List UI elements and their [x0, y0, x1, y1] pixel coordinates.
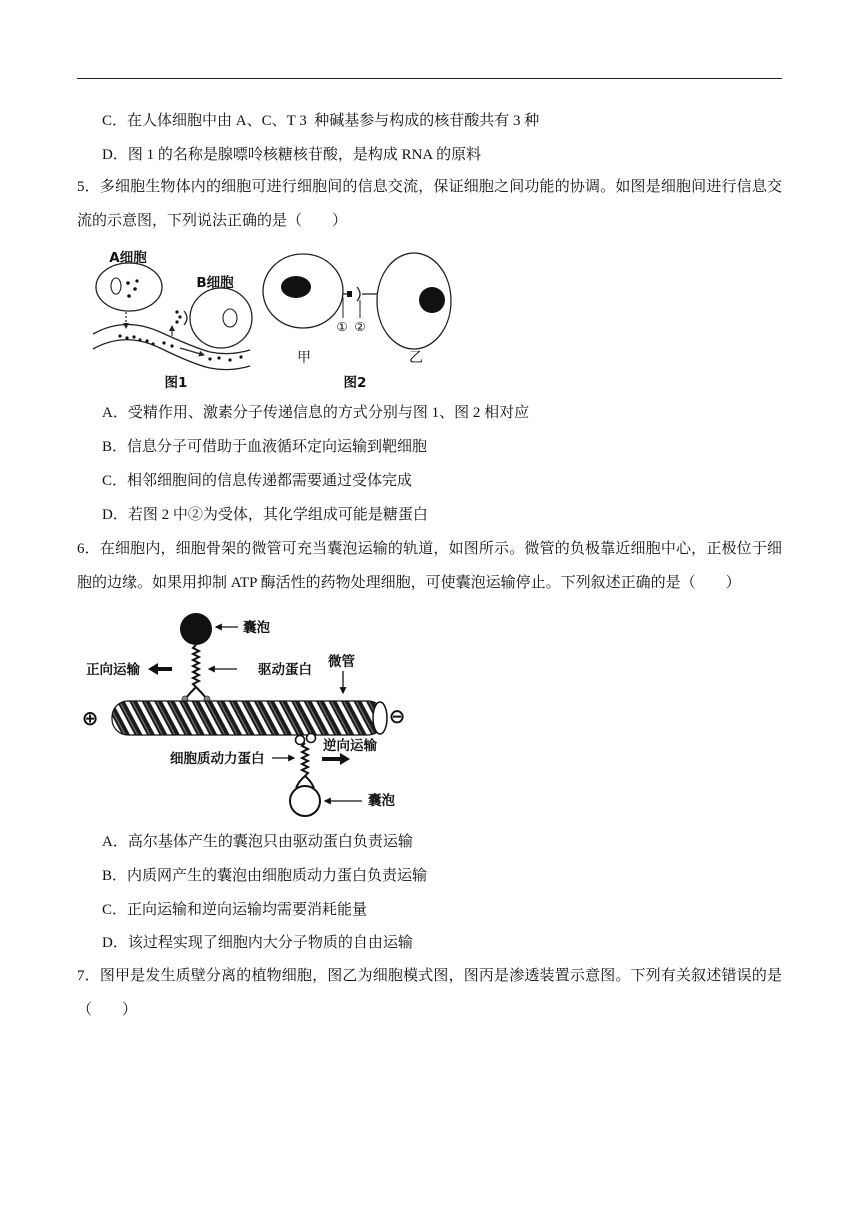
kinesin-stalk — [193, 645, 199, 687]
figure-2 — [263, 253, 451, 391]
cell-a-signal-molecules — [126, 279, 138, 297]
reverse-transport-arrow-icon — [340, 753, 350, 765]
microtubule-end-cap — [373, 702, 387, 734]
q4-option-d: D．图 1 的名称是腺嘌呤核糖核苷酸，是构成 RNA 的原料 — [102, 147, 482, 163]
kinesin-leg-right — [196, 687, 206, 698]
figure-2-caption: 图2 — [343, 375, 367, 391]
marker-2-label: ② — [354, 319, 366, 334]
vesicle-bottom-icon — [290, 786, 320, 816]
cell-b-outline — [190, 288, 252, 348]
kinesin-leg-left — [186, 687, 196, 698]
cell-yi-label: 乙 — [409, 350, 423, 366]
vesicle-top-label: 囊泡 — [243, 620, 270, 636]
q5-figures — [80, 240, 460, 400]
receptor-marker — [357, 287, 360, 301]
q6-option-c: C．正向运输和逆向运输均需要消耗能量 — [102, 902, 368, 918]
reverse-transport-label: 逆向运输 — [323, 738, 377, 754]
dynein-label: 细胞质动力蛋白 — [170, 751, 265, 767]
microtubule-label: 微管 — [328, 654, 355, 670]
dynein-stalk — [302, 743, 308, 776]
vesicle-top-icon — [180, 613, 212, 645]
header-rule — [77, 78, 782, 79]
signal-molecule-marker — [347, 291, 352, 297]
q5-option-b: B．信息分子可借助于血液循环定向运输到靶细胞 — [102, 439, 428, 455]
q7-stem: 7．图甲是发生质壁分离的植物细胞，图乙为细胞模式图，图丙是渗透装置示意图。下列有关叙述错误的是（ ） — [77, 968, 782, 1018]
minus-end-icon: ⊖ — [388, 704, 406, 728]
q6-option-b: B．内质网产生的囊泡由细胞质动力蛋白负责运输 — [102, 868, 428, 884]
figure-1-caption: 图1 — [164, 375, 188, 391]
cell-jia-nucleus — [281, 276, 311, 298]
cell-a-label: A细胞 — [109, 250, 147, 266]
cell-a-nucleus — [111, 278, 121, 294]
dynein-head-right — [307, 734, 316, 743]
cell-a-outline — [96, 263, 162, 311]
figure-1 — [93, 249, 252, 391]
q4-option-c: C．在人体细胞中由 A、C、T 3 种碱基参与构成的核苷酸共有 3 种 — [102, 113, 540, 129]
q6-option-a: A．高尔基体产生的囊泡只由驱动蛋白负责运输 — [102, 834, 413, 850]
signal-molecules-near-b — [175, 310, 181, 323]
q5-option-d: D．若图 2 中②为受体，其化学组成可能是糖蛋白 — [102, 507, 428, 523]
q6-stem: 6．在细胞内，细胞骨架的微管可充当囊泡运输的轨道，如图所示。微管的负极靠近细胞中心，正极位于细胞的边缘。如果用抑制 ATP 酶活性的药物处理细胞，可使囊泡运输停止。下列叙述正确的是（ ） — [77, 541, 782, 591]
blood-vessel-lower-wall — [93, 340, 250, 370]
marker-1-label: ① — [336, 319, 348, 334]
cell-b-label: B细胞 — [196, 275, 234, 291]
cell-jia-label: 甲 — [297, 350, 311, 366]
vesicle-bottom-label: 囊泡 — [368, 793, 395, 809]
cell-b-nucleus — [223, 309, 237, 327]
plus-end-icon: ⊕ — [81, 706, 99, 730]
q6-option-d: D．该过程实现了细胞内大分子物质的自由运输 — [102, 935, 413, 951]
forward-transport-label: 正向运输 — [86, 662, 140, 678]
q5-stem: 5．多细胞生物体内的细胞可进行细胞间的信息交流，保证细胞之间功能的协调。如图是细胞间进行信息交流的示意图，下列说法正确的是（ ） — [77, 179, 782, 229]
cell-b-receptor — [184, 311, 187, 325]
microtubule-track — [112, 701, 384, 735]
cell-yi-nucleus — [419, 287, 445, 313]
q6-figure — [78, 605, 418, 825]
q5-option-a: A．受精作用、激素分子传递信息的方式分别与图 1、图 2 相对应 — [102, 405, 530, 421]
kinesin-label: 驱动蛋白 — [258, 662, 312, 678]
dynein-head-left — [296, 736, 305, 745]
forward-transport-arrow-icon — [148, 663, 158, 675]
q5-option-c: C．相邻细胞间的信息传递都需要通过受体完成 — [102, 473, 413, 489]
